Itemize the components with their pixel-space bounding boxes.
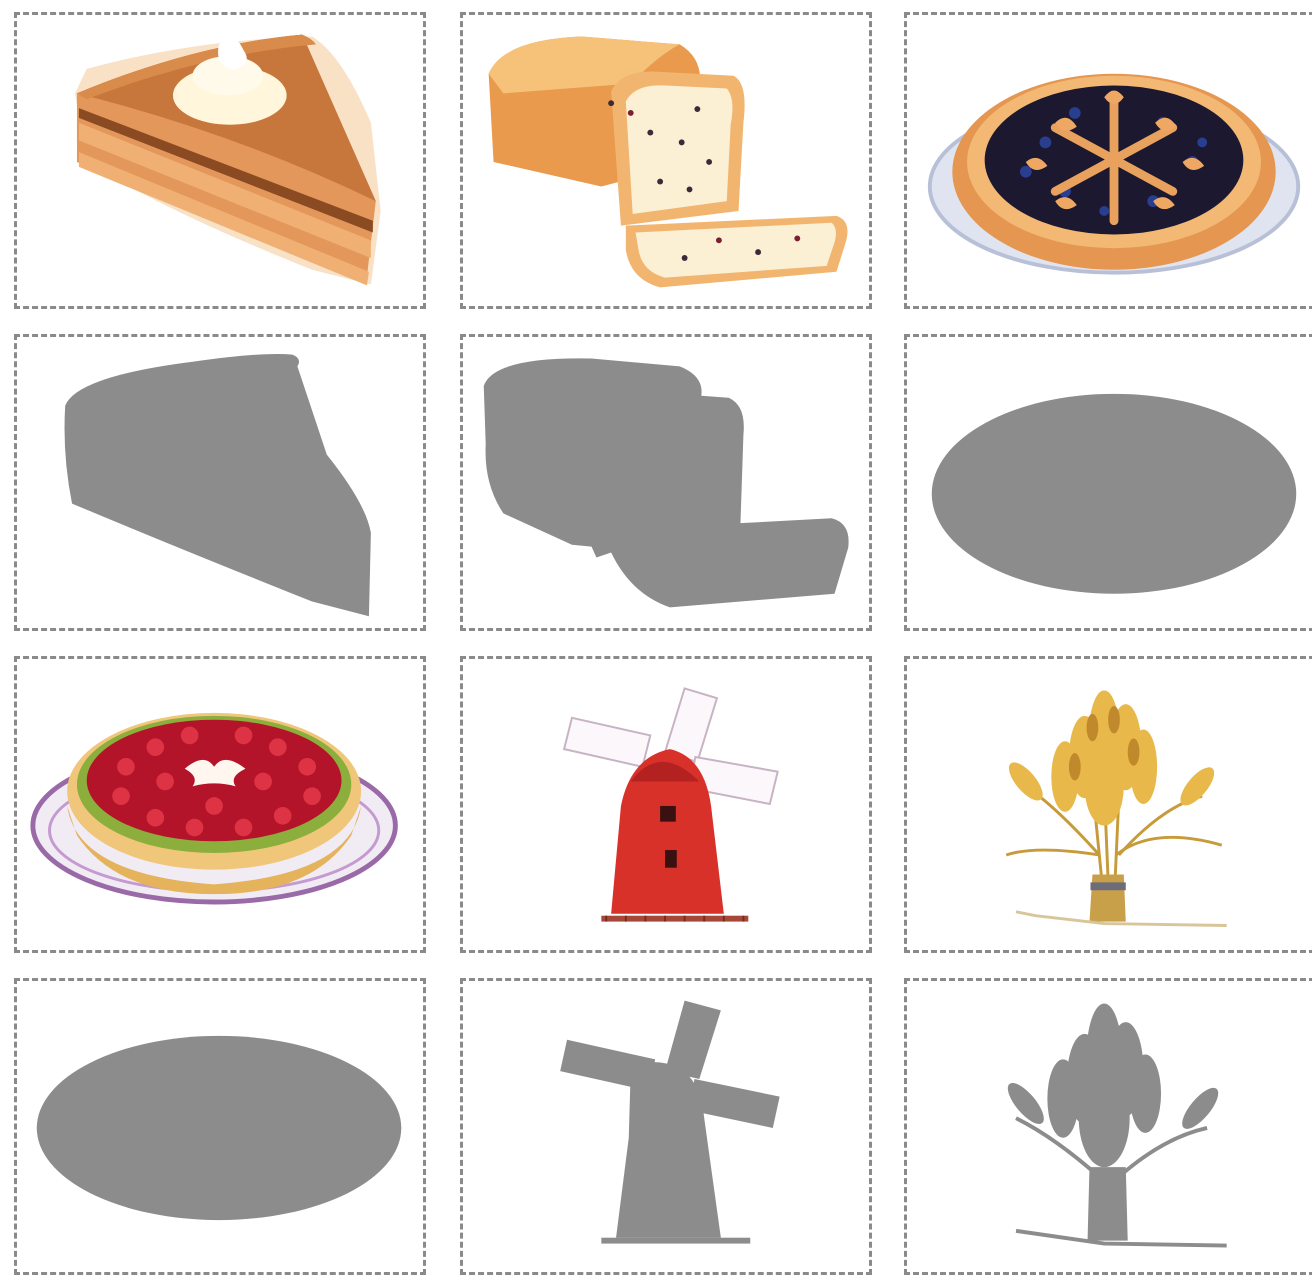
tart-shadow-icon	[17, 981, 423, 1272]
wheat-shadow-icon	[907, 981, 1312, 1272]
card-tart-shadow[interactable]	[14, 978, 426, 1275]
bread-loaf-icon	[463, 15, 869, 306]
windmill-icon	[463, 659, 869, 950]
card-bread-loaf-shadow[interactable]	[460, 334, 872, 631]
card-pie-shadow[interactable]	[904, 334, 1312, 631]
card-cherry-tart[interactable]	[14, 656, 426, 953]
card-bread-loaf[interactable]	[460, 12, 872, 309]
card-cake-slice[interactable]	[14, 12, 426, 309]
cake-slice-shadow-icon	[17, 337, 423, 628]
card-windmill[interactable]	[460, 656, 872, 953]
bread-loaf-shadow-icon	[463, 337, 869, 628]
cherry-tart-icon	[17, 659, 423, 950]
blueberry-pie-icon	[907, 15, 1312, 306]
card-windmill-shadow[interactable]	[460, 978, 872, 1275]
card-blueberry-pie[interactable]	[904, 12, 1312, 309]
wheat-sheaf-icon	[907, 659, 1312, 950]
pie-shadow-icon	[907, 337, 1312, 628]
cake-slice-icon	[17, 15, 423, 306]
card-wheat-shadow[interactable]	[904, 978, 1312, 1275]
card-wheat-sheaf[interactable]	[904, 656, 1312, 953]
card-cake-slice-shadow[interactable]	[14, 334, 426, 631]
windmill-shadow-icon	[463, 981, 869, 1272]
